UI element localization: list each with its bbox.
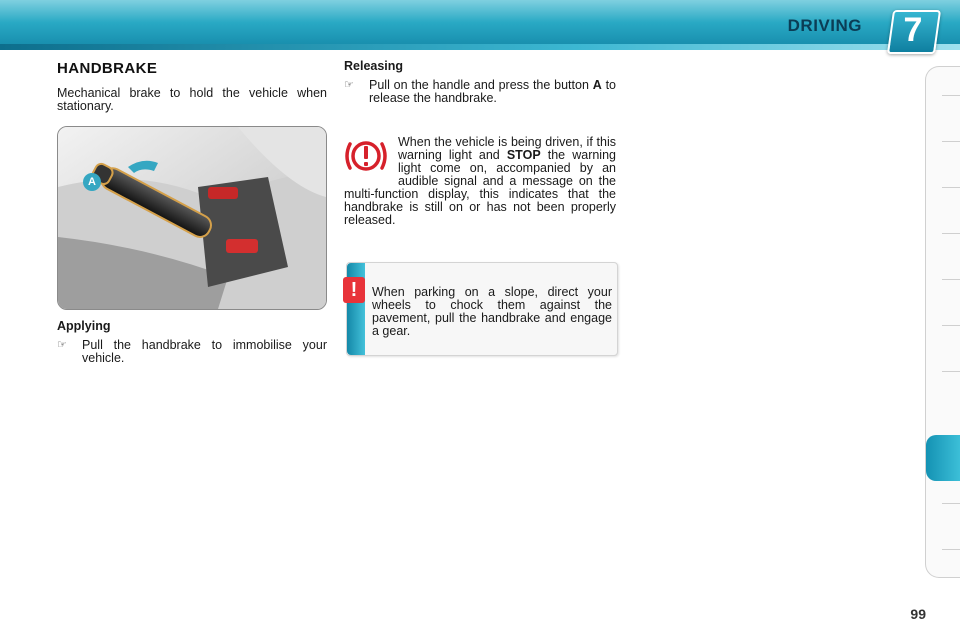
- tab-divider: [942, 371, 960, 372]
- applying-block: [57, 320, 327, 365]
- brake-warning-icon: [344, 136, 398, 176]
- chapter-tab-active: [926, 435, 960, 481]
- tab-divider: [942, 279, 960, 280]
- releasing-text-after: to release the handbrake.: [369, 78, 616, 105]
- chapter-tab-index: [925, 66, 960, 578]
- applying-heading: Applying: [57, 319, 111, 333]
- note-text: When parking on a slope, direct your wheels to chock them against the pavement, pull the handbrake and engage a gear.: [372, 285, 612, 338]
- releasing-block: [344, 60, 616, 105]
- releasing-text-before: Pull on the handle and press the button: [369, 78, 593, 92]
- intro-text: Mechanical brake to hold the vehicle when stationary.: [57, 86, 327, 113]
- tab-divider: [942, 95, 960, 96]
- handbrake-illustration: [58, 127, 326, 309]
- tab-divider: [942, 549, 960, 550]
- tab-divider: [942, 233, 960, 234]
- parking-note-box: [346, 262, 618, 356]
- applying-text: Pull the handbrake to immobilise your vehicle.: [82, 338, 327, 365]
- photo-label-a: A: [83, 173, 101, 191]
- button-letter: A: [592, 78, 602, 92]
- chapter-number: 7: [903, 11, 923, 49]
- pointing-hand-icon: ☞: [344, 79, 354, 91]
- warning-text-before: When the vehicle is being driven, if this warning light and: [398, 135, 616, 162]
- releasing-bullet: [344, 79, 616, 105]
- applying-bullet: [57, 339, 327, 365]
- warning-paragraph: [344, 136, 616, 227]
- tab-divider: [942, 141, 960, 142]
- tab-divider: [942, 503, 960, 504]
- stop-word: STOP: [506, 148, 541, 162]
- tab-divider: [942, 325, 960, 326]
- handbrake-intro-block: [57, 60, 327, 113]
- handbrake-photo: [57, 126, 327, 310]
- warning-text-after: the warning light come on, accompanied by an audible signal and a message on the multi-function display, this indicates that the handbrake is still on or has not been properly released.: [344, 148, 616, 227]
- chapter-title: DRIVING: [787, 16, 862, 35]
- section-title: HANDBRAKE: [57, 60, 158, 77]
- exclamation-icon: !: [343, 277, 365, 303]
- page-number: 99: [910, 606, 926, 622]
- releasing-heading: Releasing: [344, 59, 404, 73]
- releasing-text: [369, 79, 616, 105]
- pointing-hand-icon: ☞: [57, 339, 67, 351]
- header-stripe: [0, 44, 960, 50]
- tab-divider: [942, 187, 960, 188]
